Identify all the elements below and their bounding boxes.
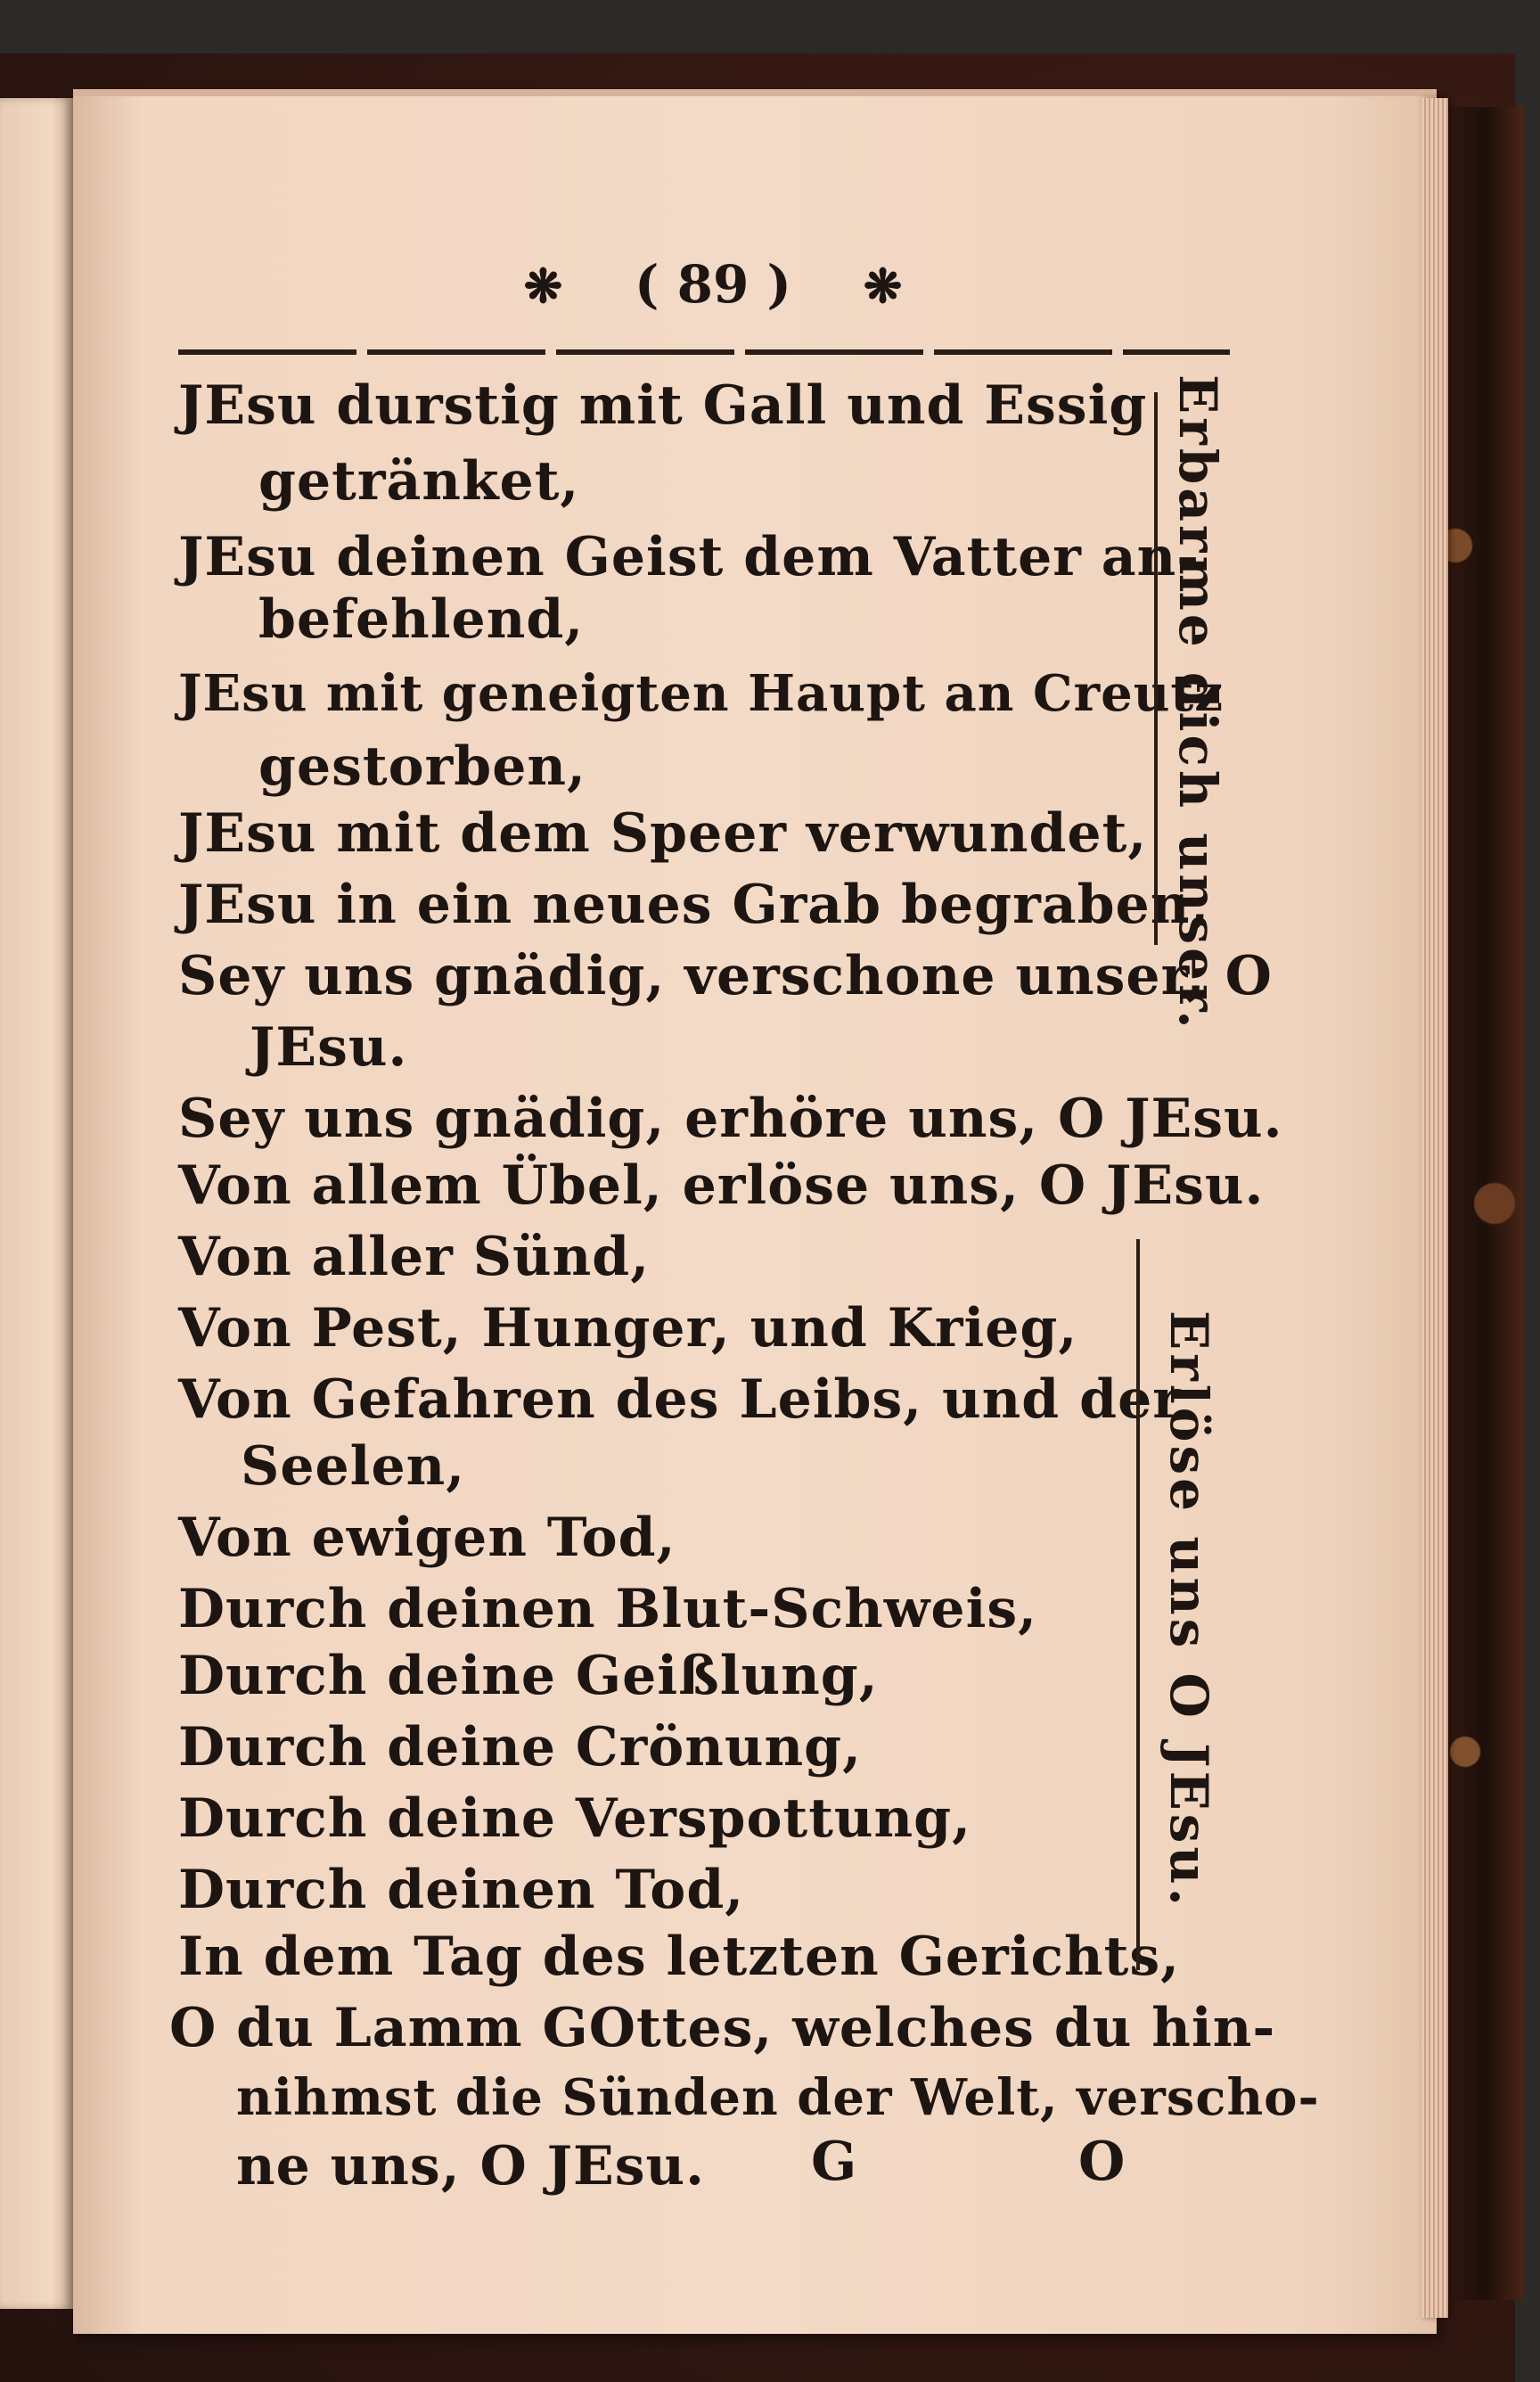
page-number: ( 89 ) — [635, 254, 791, 315]
text-line: Seelen, — [241, 1435, 466, 1498]
page-stack — [1421, 98, 1448, 2318]
text-line: Sey uns gnädig, erhöre uns, O JEsu. — [178, 1088, 1283, 1150]
text-line: Von allem Übel, erlöse uns, O JEsu. — [178, 1154, 1265, 1217]
text-line: JEsu durstig mit Gall und Essig — [178, 374, 1148, 437]
side-label-upper: Erbarme dich unser. — [1167, 374, 1228, 1032]
text-line: Von Pest, Hunger, und Krieg, — [178, 1297, 1078, 1359]
text-line: Durch deine Geißlung, — [178, 1645, 879, 1707]
text-line: Durch deinen Tod, — [178, 1859, 745, 1921]
text-line: Durch deine Crönung, — [178, 1716, 863, 1778]
text-line: gestorben, — [258, 735, 586, 798]
text-line: Von aller Sünd, — [178, 1226, 651, 1288]
page-header — [463, 254, 962, 315]
text-line: Von ewigen Tod, — [178, 1507, 676, 1569]
text-line: JEsu in ein neues Grab begraben, — [178, 874, 1210, 936]
text-line: In dem Tag des letzten Gerichts, — [178, 1926, 1181, 1988]
bracket-lower — [1136, 1239, 1152, 1970]
text-line: nihmst die Sünden der Welt, verscho- — [236, 2068, 1320, 2127]
text-line: Sey uns gnädig, verschone unser, O — [178, 945, 1273, 1007]
catchword: O — [1078, 2131, 1126, 2193]
ornament-left-icon: ❋ — [523, 259, 563, 314]
text-line: JEsu mit dem Speer verwundet, — [178, 802, 1148, 865]
ornament-right-icon: ❋ — [863, 259, 903, 314]
text-line: getränket, — [258, 450, 580, 513]
text-line: JEsu deinen Geist dem Vatter an- — [178, 526, 1200, 588]
text-line: JEsu mit geneigten Haupt an Creutz — [178, 664, 1225, 723]
text-line: ne uns, O JEsu. — [236, 2135, 706, 2197]
text-line: Durch deine Verspottung, — [178, 1787, 972, 1850]
text-line: JEsu. — [250, 1016, 408, 1079]
text-line: befehlend, — [258, 588, 585, 651]
signature-mark: G — [811, 2131, 858, 2193]
text-line: Durch deinen Blut-Schweis, — [178, 1578, 1038, 1640]
left-page-edge — [0, 98, 73, 2309]
side-label-lower: Erlöse uns O JEsu. — [1159, 1310, 1219, 1910]
text-line: Von Gefahren des Leibs, und der — [178, 1368, 1182, 1431]
header-rule — [178, 349, 1230, 355]
text-line: O du Lamm GOttes, welches du hin- — [169, 1997, 1276, 2059]
